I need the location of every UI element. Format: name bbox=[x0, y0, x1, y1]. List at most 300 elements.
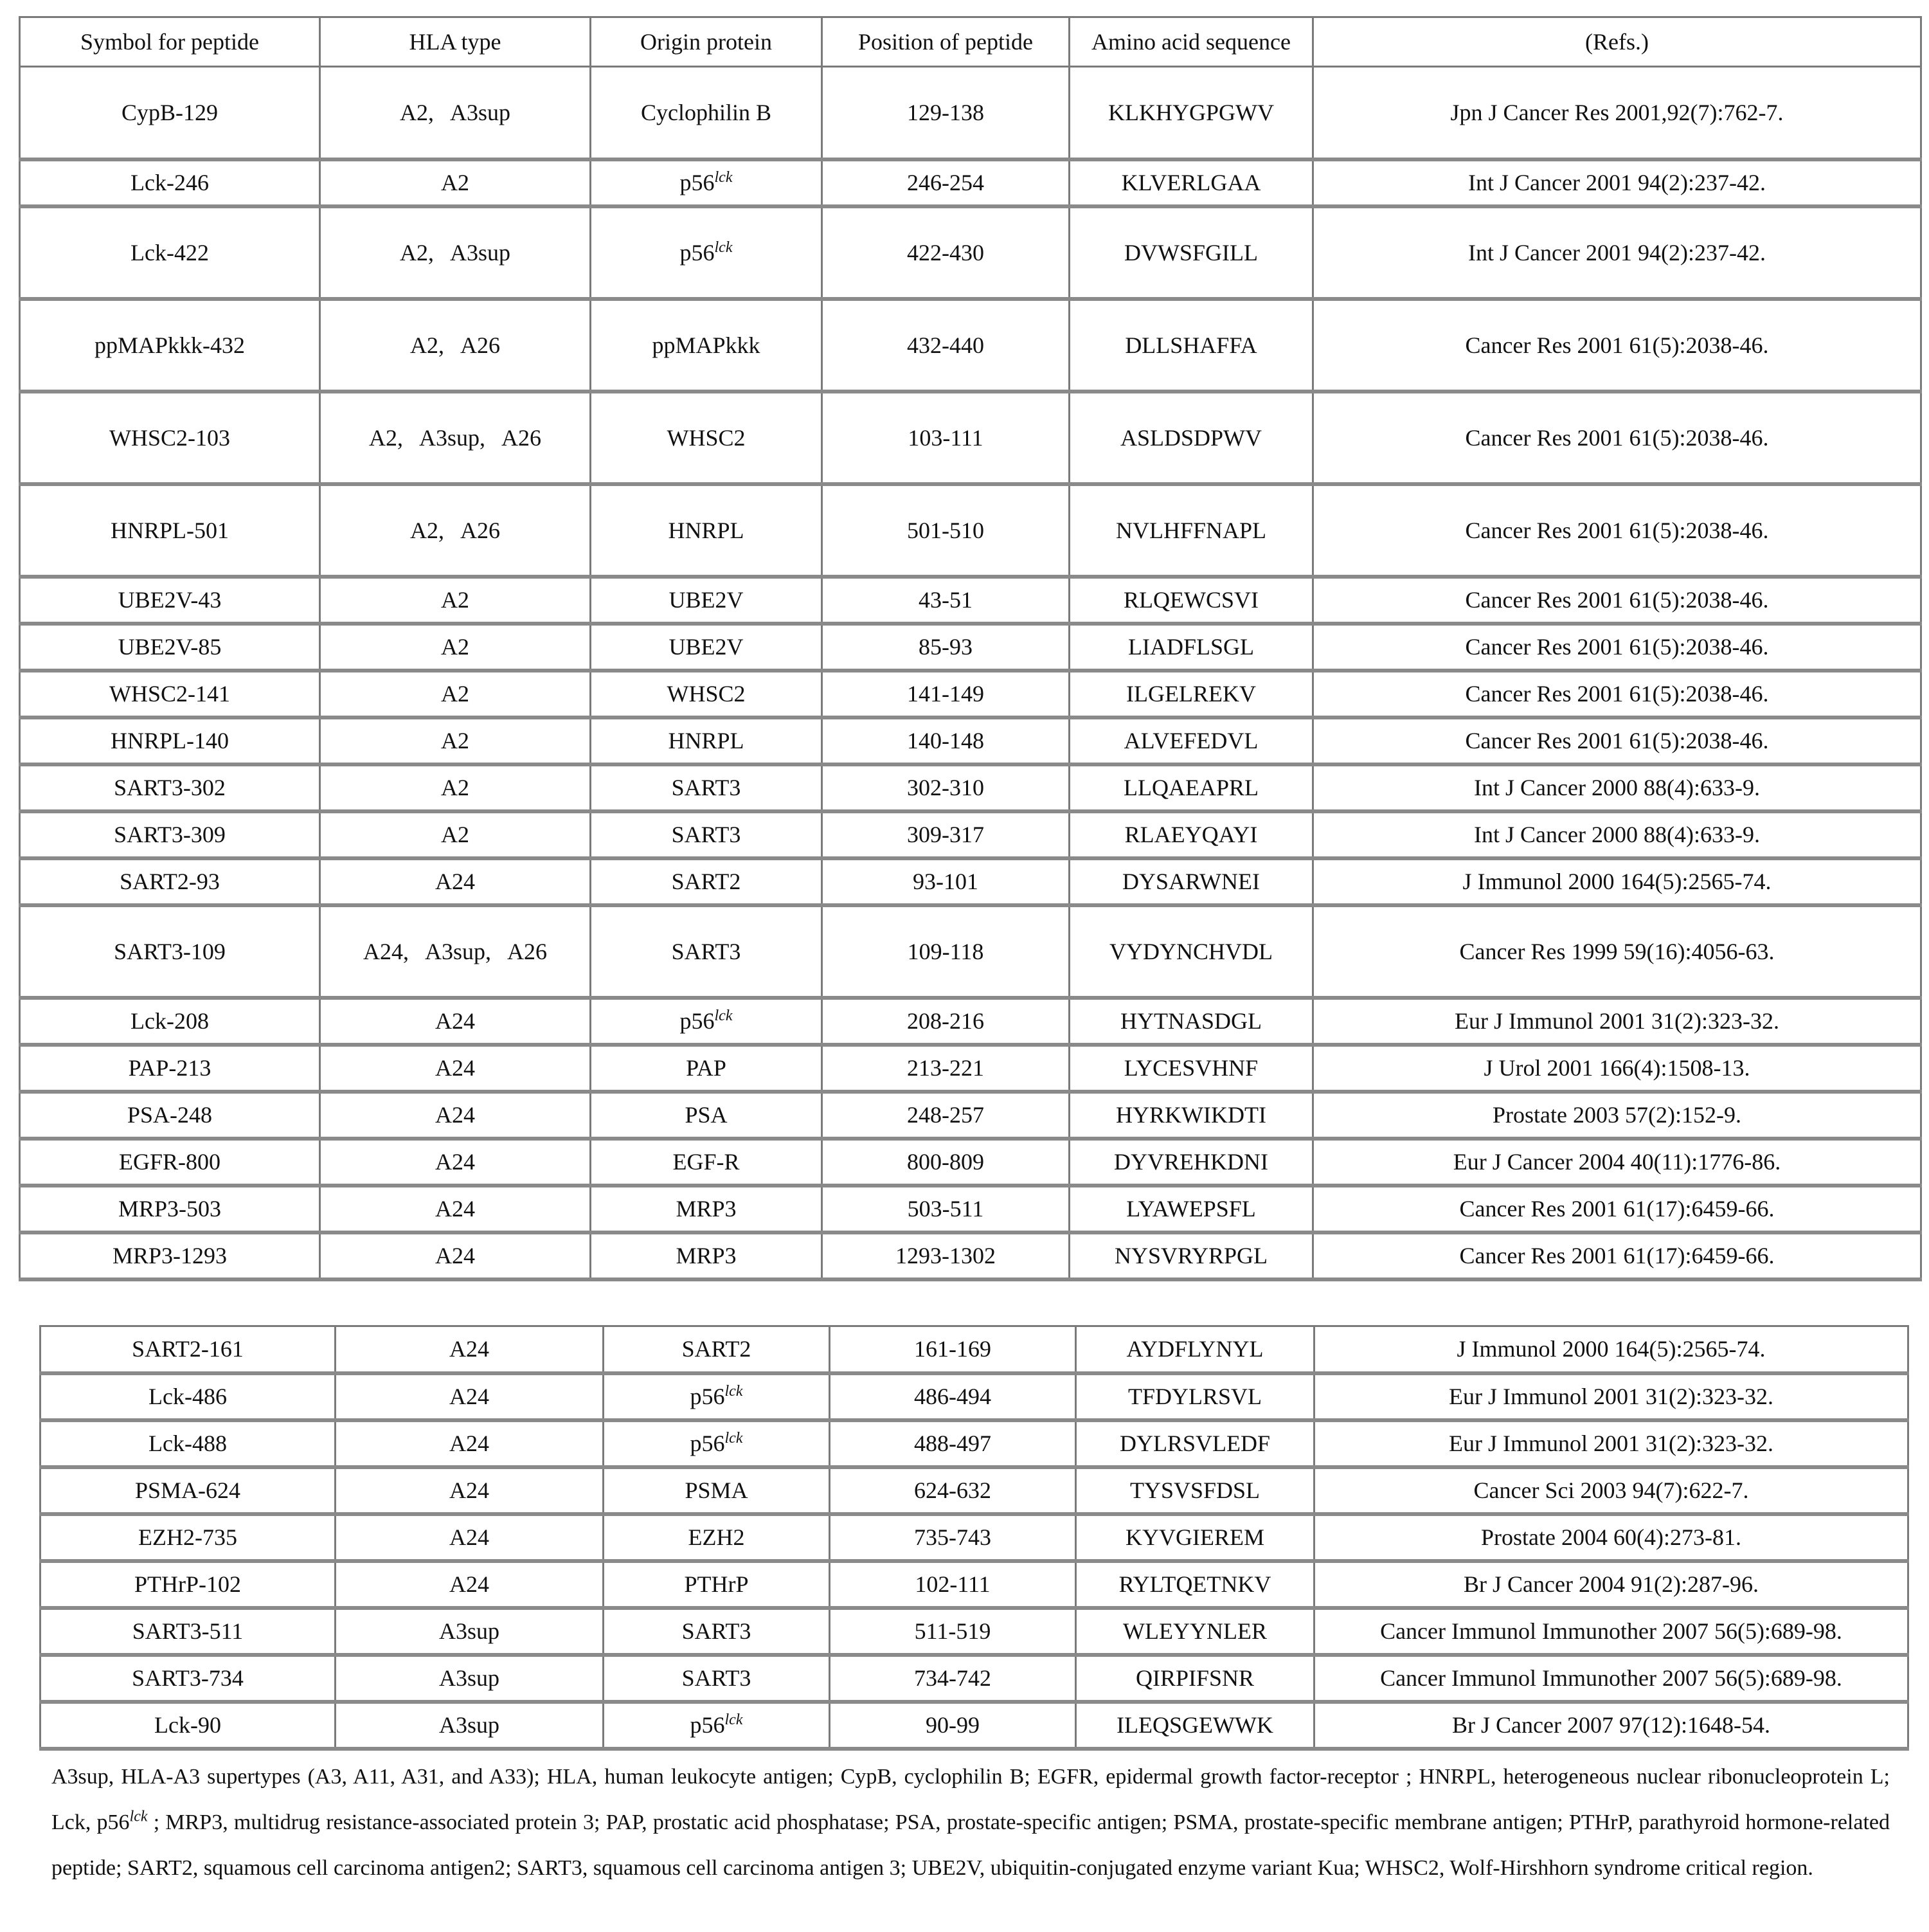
cell-sequence-text: ILEQSGEWWK bbox=[1117, 1712, 1273, 1738]
cell-symbol-text: MRP3-1293 bbox=[112, 1243, 228, 1268]
cell-position-text: 140-148 bbox=[907, 728, 984, 754]
table-row bbox=[40, 1561, 1908, 1608]
table-row bbox=[40, 1467, 1908, 1514]
protein-superscript: lck bbox=[724, 1383, 743, 1400]
cell-position-text: 90-99 bbox=[926, 1712, 980, 1738]
cell-position-text: 93-101 bbox=[913, 869, 978, 894]
cell-sequence bbox=[1070, 206, 1313, 299]
cell-ref bbox=[1314, 1326, 1908, 1373]
cell-hla-type-text: A2 bbox=[441, 728, 469, 754]
cell-hla-type bbox=[320, 671, 591, 718]
cell-position bbox=[822, 998, 1070, 1045]
protein-superscript: lck bbox=[714, 169, 733, 186]
cell-origin-protein bbox=[591, 718, 822, 764]
cell-position-text: 161-169 bbox=[914, 1336, 991, 1362]
cell-ref-text: Cancer Immunol Immunother 2007 56(5):689-98. bbox=[1380, 1665, 1842, 1691]
cell-sequence-text: RLQEWCSVI bbox=[1124, 587, 1259, 613]
cell-sequence-text: AYDFLYNYL bbox=[1126, 1336, 1264, 1362]
cell-origin-protein bbox=[604, 1420, 830, 1467]
cell-sequence bbox=[1070, 671, 1313, 718]
header-origin-protein: Origin protein bbox=[591, 17, 822, 67]
cell-position bbox=[830, 1561, 1076, 1608]
cell-position bbox=[822, 1232, 1070, 1279]
cell-ref bbox=[1313, 858, 1921, 905]
cell-hla-type bbox=[336, 1702, 604, 1749]
cell-ref bbox=[1313, 1045, 1921, 1092]
cell-ref bbox=[1313, 1186, 1921, 1232]
cell-symbol-text: Lck-208 bbox=[130, 1008, 209, 1034]
peptide-table-part2 bbox=[39, 1325, 1909, 1751]
cell-symbol bbox=[40, 1326, 336, 1373]
table-row bbox=[20, 392, 1921, 484]
cell-hla-type bbox=[320, 998, 591, 1045]
footnote-text-b: ; MRP3, multidrug resistance-associated protein 3; PAP, prostatic acid phosphatase; PSA, prostate-specific antigen; PSMA, prostate-specific membrane antigen; PTHrP, parathyroid hormone-related peptide; SART2, squamous cell carcinoma antigen2; SART3, squamous cell carcinoma antigen 3; UBE2V, ubiquitin-conjugated enzyme variant Kua; WHSC2, Wolf-Hirshhorn syndrome critical region. bbox=[51, 1810, 1890, 1880]
table-row bbox=[20, 299, 1921, 392]
cell-origin-protein-text: UBE2V bbox=[668, 587, 744, 613]
cell-hla-type bbox=[336, 1608, 604, 1655]
cell-ref bbox=[1313, 905, 1921, 998]
cell-symbol-text: ppMAPkkk-432 bbox=[94, 332, 246, 358]
cell-origin-protein bbox=[591, 858, 822, 905]
cell-ref bbox=[1313, 1139, 1921, 1186]
cell-symbol-text: Lck-488 bbox=[148, 1431, 227, 1456]
cell-origin-protein bbox=[591, 1092, 822, 1139]
cell-hla-type bbox=[320, 1092, 591, 1139]
protein-superscript: lck bbox=[714, 1007, 733, 1024]
cell-position bbox=[822, 811, 1070, 858]
cell-position-text: 800-809 bbox=[907, 1149, 984, 1175]
cell-hla-type-text: A24 bbox=[435, 1149, 475, 1175]
cell-ref-text: Eur J Cancer 2004 40(11):1776-86. bbox=[1453, 1149, 1781, 1175]
cell-sequence-text: ALVEFEDVL bbox=[1124, 728, 1259, 754]
cell-sequence bbox=[1070, 1186, 1313, 1232]
cell-ref-text: Br J Cancer 2004 91(2):287-96. bbox=[1464, 1571, 1759, 1597]
cell-position-text: 208-216 bbox=[907, 1008, 984, 1034]
cell-position-text: 432-440 bbox=[907, 332, 984, 358]
cell-position bbox=[822, 718, 1070, 764]
cell-origin-protein bbox=[604, 1373, 830, 1420]
cell-origin-protein-text: WHSC2 bbox=[667, 424, 746, 451]
cell-origin-protein-text: PSA bbox=[685, 1102, 728, 1128]
cell-sequence-text: LLQAEAPRL bbox=[1124, 775, 1259, 800]
table-row bbox=[40, 1420, 1908, 1467]
cell-hla-type bbox=[320, 159, 591, 206]
cell-ref-text: Cancer Res 2001 61(5):2038-46. bbox=[1465, 681, 1769, 707]
header-sequence: Amino acid sequence bbox=[1070, 17, 1313, 67]
table-row bbox=[20, 159, 1921, 206]
cell-sequence bbox=[1076, 1608, 1314, 1655]
table-row bbox=[40, 1702, 1908, 1749]
cell-sequence-text: RYLTQETNKV bbox=[1118, 1571, 1271, 1597]
cell-hla-type bbox=[320, 67, 591, 159]
table-footnote bbox=[51, 1754, 1890, 1891]
cell-hla-type bbox=[336, 1373, 604, 1420]
cell-symbol bbox=[20, 1232, 320, 1279]
cell-hla-type bbox=[336, 1420, 604, 1467]
cell-sequence-text: NYSVRYRPGL bbox=[1114, 1243, 1268, 1268]
header-refs: (Refs.) bbox=[1313, 17, 1921, 67]
cell-position-text: 734-742 bbox=[914, 1665, 991, 1691]
cell-symbol bbox=[20, 159, 320, 206]
cell-position-text: 503-511 bbox=[907, 1196, 984, 1222]
cell-ref bbox=[1313, 392, 1921, 484]
cell-symbol bbox=[20, 577, 320, 624]
cell-origin-protein bbox=[591, 1186, 822, 1232]
cell-origin-protein bbox=[591, 577, 822, 624]
cell-hla-type-text: A24 bbox=[449, 1336, 489, 1362]
cell-position-text: 85-93 bbox=[919, 634, 973, 660]
header-hla-type: HLA type bbox=[320, 17, 591, 67]
cell-ref bbox=[1313, 299, 1921, 392]
cell-ref bbox=[1313, 998, 1921, 1045]
cell-sequence bbox=[1076, 1420, 1314, 1467]
cell-ref bbox=[1313, 484, 1921, 577]
cell-symbol-text: PTHrP-102 bbox=[134, 1571, 241, 1597]
cell-sequence bbox=[1070, 392, 1313, 484]
header-row bbox=[20, 17, 1921, 67]
table-row bbox=[40, 1373, 1908, 1420]
cell-symbol-text: WHSC2-141 bbox=[109, 681, 230, 707]
cell-origin-protein-text: p56 bbox=[679, 239, 715, 266]
cell-symbol bbox=[20, 206, 320, 299]
cell-symbol bbox=[40, 1608, 336, 1655]
cell-hla-type-text: A24 bbox=[449, 1524, 489, 1550]
table-row bbox=[20, 998, 1921, 1045]
cell-hla-type bbox=[336, 1326, 604, 1373]
cell-symbol-text: HNRPL-501 bbox=[110, 517, 229, 543]
cell-symbol bbox=[40, 1467, 336, 1514]
header-position: Position of peptide bbox=[822, 17, 1070, 67]
cell-hla-type bbox=[320, 811, 591, 858]
cell-sequence bbox=[1076, 1373, 1314, 1420]
header-symbol: Symbol for peptide bbox=[20, 17, 320, 67]
cell-hla-type bbox=[320, 206, 591, 299]
cell-sequence-text: RLAEYQAYI bbox=[1124, 822, 1258, 847]
cell-symbol bbox=[40, 1420, 336, 1467]
cell-hla-type bbox=[320, 1186, 591, 1232]
cell-origin-protein bbox=[591, 811, 822, 858]
cell-ref-text: Cancer Res 2001 61(5):2038-46. bbox=[1465, 728, 1769, 754]
cell-position-text: 624-632 bbox=[914, 1477, 991, 1503]
cell-origin-protein bbox=[591, 484, 822, 577]
cell-symbol bbox=[20, 1092, 320, 1139]
cell-sequence-text: LYAWEPSFL bbox=[1126, 1196, 1256, 1222]
cell-hla-type bbox=[336, 1467, 604, 1514]
cell-origin-protein-text: EZH2 bbox=[688, 1524, 745, 1550]
cell-sequence bbox=[1070, 998, 1313, 1045]
table-row bbox=[20, 718, 1921, 764]
cell-sequence-text: KLKHYGPGWV bbox=[1108, 99, 1274, 125]
cell-origin-protein-text: ppMAPkkk bbox=[652, 332, 760, 358]
cell-ref-text: Cancer Res 2001 61(5):2038-46. bbox=[1465, 634, 1769, 660]
cell-ref-text: Br J Cancer 2007 97(12):1648-54. bbox=[1452, 1712, 1770, 1738]
cell-ref-text: J Immunol 2000 164(5):2565-74. bbox=[1457, 1336, 1766, 1362]
cell-position-text: 129-138 bbox=[907, 99, 984, 125]
cell-hla-type-text: A2 bbox=[441, 775, 469, 800]
cell-sequence bbox=[1070, 811, 1313, 858]
table-row bbox=[20, 858, 1921, 905]
cell-position-text: 102-111 bbox=[915, 1571, 991, 1597]
cell-position bbox=[822, 1139, 1070, 1186]
cell-hla-type-text: A2, A26 bbox=[409, 332, 500, 358]
cell-symbol bbox=[40, 1373, 336, 1420]
cell-ref-text: Int J Cancer 2001 94(2):237-42. bbox=[1468, 170, 1766, 195]
cell-sequence bbox=[1070, 1045, 1313, 1092]
cell-position bbox=[822, 67, 1070, 159]
cell-position-text: 213-221 bbox=[907, 1055, 984, 1081]
cell-ref-text: Cancer Res 2001 61(5):2038-46. bbox=[1465, 332, 1769, 358]
cell-ref-text: Eur J Immunol 2001 31(2):323-32. bbox=[1455, 1008, 1779, 1034]
cell-symbol bbox=[20, 1139, 320, 1186]
cell-hla-type-text: A2 bbox=[441, 587, 469, 613]
cell-hla-type-text: A24 bbox=[435, 869, 475, 894]
cell-ref bbox=[1313, 671, 1921, 718]
cell-symbol-text: SART2-93 bbox=[120, 869, 220, 894]
cell-origin-protein bbox=[591, 392, 822, 484]
cell-origin-protein-text: PSMA bbox=[685, 1477, 748, 1503]
cell-hla-type bbox=[320, 1045, 591, 1092]
cell-sequence-text: DLLSHAFFA bbox=[1125, 332, 1257, 358]
cell-position bbox=[822, 484, 1070, 577]
cell-sequence bbox=[1070, 1139, 1313, 1186]
cell-hla-type-text: A2, A3sup, A26 bbox=[368, 424, 542, 451]
cell-ref-text: Cancer Sci 2003 94(7):622-7. bbox=[1473, 1477, 1749, 1503]
cell-ref-text: Prostate 2004 60(4):273-81. bbox=[1481, 1524, 1741, 1550]
cell-origin-protein bbox=[604, 1655, 830, 1702]
cell-origin-protein-text: PTHrP bbox=[684, 1571, 749, 1597]
table-row bbox=[20, 484, 1921, 577]
cell-origin-protein bbox=[591, 671, 822, 718]
cell-ref-text: J Immunol 2000 164(5):2565-74. bbox=[1462, 869, 1772, 894]
cell-ref bbox=[1313, 718, 1921, 764]
cell-position-text: 43-51 bbox=[919, 587, 973, 613]
table-row bbox=[20, 577, 1921, 624]
cell-symbol bbox=[20, 858, 320, 905]
cell-origin-protein-text: SART3 bbox=[671, 775, 741, 800]
cell-sequence-text: DVWSFGILL bbox=[1124, 239, 1258, 266]
cell-ref-text: Prostate 2003 57(2):152-9. bbox=[1493, 1102, 1741, 1128]
cell-position bbox=[822, 624, 1070, 671]
cell-symbol-text: Lck-90 bbox=[154, 1712, 221, 1738]
cell-position-text: 1293-1302 bbox=[895, 1243, 996, 1268]
cell-ref bbox=[1314, 1702, 1908, 1749]
cell-ref bbox=[1313, 1232, 1921, 1279]
cell-position bbox=[830, 1514, 1076, 1561]
cell-position bbox=[822, 206, 1070, 299]
cell-origin-protein bbox=[591, 1232, 822, 1279]
cell-hla-type-text: A3sup bbox=[438, 1618, 499, 1644]
cell-symbol-text: PSMA-624 bbox=[134, 1477, 241, 1503]
cell-sequence bbox=[1076, 1467, 1314, 1514]
table-row bbox=[20, 1045, 1921, 1092]
cell-hla-type-text: A24, A3sup, A26 bbox=[363, 938, 548, 964]
cell-ref bbox=[1313, 811, 1921, 858]
cell-position bbox=[822, 905, 1070, 998]
cell-symbol bbox=[20, 905, 320, 998]
cell-origin-protein-text: p56 bbox=[679, 170, 715, 195]
cell-position bbox=[822, 858, 1070, 905]
cell-hla-type bbox=[320, 1232, 591, 1279]
protein-superscript: lck bbox=[724, 1430, 743, 1447]
cell-hla-type-text: A24 bbox=[435, 1196, 475, 1222]
cell-sequence-text: DYSARWNEI bbox=[1122, 869, 1260, 894]
cell-ref bbox=[1313, 577, 1921, 624]
cell-symbol bbox=[20, 624, 320, 671]
cell-symbol-text: EZH2-735 bbox=[138, 1524, 237, 1550]
cell-ref-text: Cancer Res 1999 59(16):4056-63. bbox=[1459, 938, 1775, 964]
cell-ref-text: Eur J Immunol 2001 31(2):323-32. bbox=[1449, 1431, 1773, 1456]
cell-hla-type-text: A24 bbox=[435, 1008, 475, 1034]
cell-sequence bbox=[1070, 299, 1313, 392]
cell-sequence bbox=[1076, 1702, 1314, 1749]
cell-origin-protein-text: p56 bbox=[690, 1431, 725, 1456]
cell-origin-protein-text: PAP bbox=[686, 1055, 726, 1081]
table-row bbox=[20, 671, 1921, 718]
cell-sequence bbox=[1070, 905, 1313, 998]
cell-ref bbox=[1313, 159, 1921, 206]
protein-superscript: lck bbox=[724, 1711, 743, 1728]
cell-position bbox=[830, 1702, 1076, 1749]
footnote-text-a: A3sup, HLA-A3 supertypes (A3, A11, A31, and A33); HLA, human leukocyte antigen; CypB, cyclophilin B; EGFR, epidermal growth factor-receptor ; HNRPL, heterogeneous nuclear ribonucleoprotein L; Lck, p56 bbox=[51, 1765, 1890, 1834]
cell-position-text: 501-510 bbox=[907, 517, 984, 543]
cell-symbol-text: HNRPL-140 bbox=[110, 728, 229, 754]
cell-position bbox=[822, 1045, 1070, 1092]
cell-position bbox=[822, 577, 1070, 624]
cell-symbol-text: Lck-486 bbox=[148, 1384, 227, 1409]
cell-origin-protein bbox=[591, 67, 822, 159]
cell-position-text: 422-430 bbox=[907, 239, 984, 266]
cell-sequence-text: TFDYLRSVL bbox=[1127, 1384, 1262, 1409]
cell-position bbox=[822, 159, 1070, 206]
cell-sequence bbox=[1070, 1232, 1313, 1279]
cell-position bbox=[822, 764, 1070, 811]
cell-hla-type bbox=[320, 299, 591, 392]
cell-sequence bbox=[1070, 624, 1313, 671]
cell-hla-type-text: A24 bbox=[435, 1102, 475, 1128]
cell-ref-text: Cancer Res 2001 61(5):2038-46. bbox=[1465, 517, 1769, 543]
cell-ref-text: Cancer Res 2001 61(5):2038-46. bbox=[1465, 587, 1769, 613]
cell-sequence-text: LYCESVHNF bbox=[1124, 1055, 1259, 1081]
cell-ref-text: Int J Cancer 2000 88(4):633-9. bbox=[1474, 822, 1760, 847]
cell-ref-text: J Urol 2001 166(4):1508-13. bbox=[1484, 1055, 1750, 1081]
cell-symbol bbox=[20, 671, 320, 718]
cell-symbol bbox=[20, 67, 320, 159]
cell-symbol-text: WHSC2-103 bbox=[109, 424, 230, 451]
cell-symbol-text: SART3-309 bbox=[114, 822, 226, 847]
cell-origin-protein-text: SART3 bbox=[671, 938, 741, 964]
cell-hla-type bbox=[336, 1514, 604, 1561]
cell-hla-type-text: A24 bbox=[449, 1384, 489, 1409]
cell-sequence bbox=[1076, 1326, 1314, 1373]
cell-ref bbox=[1314, 1373, 1908, 1420]
cell-sequence-text: DYVREHKDNI bbox=[1114, 1149, 1268, 1175]
cell-symbol-text: PSA-248 bbox=[127, 1102, 213, 1128]
cell-hla-type-text: A3sup bbox=[438, 1712, 499, 1738]
cell-sequence-text: KYVGIEREM bbox=[1126, 1524, 1264, 1550]
cell-origin-protein bbox=[591, 159, 822, 206]
cell-sequence bbox=[1070, 1092, 1313, 1139]
cell-symbol bbox=[40, 1514, 336, 1561]
cell-ref-text: Jpn J Cancer Res 2001,92(7):762-7. bbox=[1450, 99, 1784, 125]
cell-position-text: 248-257 bbox=[907, 1102, 984, 1128]
cell-sequence bbox=[1070, 159, 1313, 206]
cell-hla-type-text: A24 bbox=[435, 1055, 475, 1081]
cell-ref bbox=[1314, 1561, 1908, 1608]
cell-sequence-text: QIRPIFSNR bbox=[1135, 1665, 1255, 1691]
cell-position bbox=[830, 1655, 1076, 1702]
cell-ref bbox=[1313, 67, 1921, 159]
cell-symbol-text: SART3-109 bbox=[114, 938, 226, 964]
table-row bbox=[40, 1514, 1908, 1561]
cell-ref bbox=[1313, 206, 1921, 299]
cell-position bbox=[830, 1467, 1076, 1514]
cell-hla-type-text: A24 bbox=[449, 1571, 489, 1597]
cell-symbol-text: MRP3-503 bbox=[118, 1196, 222, 1222]
cell-position-text: 302-310 bbox=[907, 775, 984, 800]
cell-origin-protein-text: SART3 bbox=[681, 1618, 751, 1644]
cell-symbol bbox=[20, 392, 320, 484]
cell-position bbox=[830, 1608, 1076, 1655]
cell-position bbox=[830, 1420, 1076, 1467]
cell-symbol bbox=[20, 811, 320, 858]
cell-position-text: 309-317 bbox=[907, 822, 984, 847]
table-row bbox=[20, 1092, 1921, 1139]
cell-origin-protein bbox=[591, 998, 822, 1045]
cell-origin-protein-text: SART2 bbox=[671, 869, 741, 894]
cell-sequence-text: LIADFLSGL bbox=[1128, 634, 1254, 660]
cell-sequence-text: HYTNASDGL bbox=[1120, 1008, 1262, 1034]
cell-ref bbox=[1314, 1514, 1908, 1561]
cell-origin-protein-text: Cyclophilin B bbox=[640, 99, 771, 125]
cell-ref bbox=[1314, 1467, 1908, 1514]
cell-ref bbox=[1313, 1092, 1921, 1139]
footnote-superscript: lck bbox=[129, 1808, 148, 1825]
cell-ref-text: Cancer Res 2001 61(17):6459-66. bbox=[1459, 1196, 1775, 1222]
cell-origin-protein-text: p56 bbox=[679, 1008, 715, 1034]
cell-hla-type-text: A2 bbox=[441, 681, 469, 707]
cell-position-text: 109-118 bbox=[907, 938, 984, 964]
cell-hla-type bbox=[320, 392, 591, 484]
cell-sequence bbox=[1070, 858, 1313, 905]
cell-sequence bbox=[1076, 1655, 1314, 1702]
table-row bbox=[40, 1608, 1908, 1655]
cell-symbol-text: Lck-422 bbox=[130, 239, 209, 266]
cell-origin-protein-text: SART2 bbox=[681, 1336, 751, 1362]
cell-origin-protein bbox=[604, 1467, 830, 1514]
cell-symbol-text: Lck-246 bbox=[130, 170, 209, 195]
cell-sequence bbox=[1076, 1514, 1314, 1561]
cell-position bbox=[822, 1092, 1070, 1139]
cell-ref bbox=[1314, 1420, 1908, 1467]
cell-symbol bbox=[40, 1702, 336, 1749]
cell-position-text: 141-149 bbox=[907, 681, 984, 707]
cell-origin-protein-text: p56 bbox=[690, 1712, 725, 1738]
table-row bbox=[20, 624, 1921, 671]
cell-symbol-text: CypB-129 bbox=[121, 99, 218, 125]
cell-hla-type-text: A2 bbox=[441, 170, 469, 195]
cell-symbol-text: SART2-161 bbox=[132, 1336, 244, 1362]
cell-hla-type-text: A24 bbox=[449, 1431, 489, 1456]
cell-ref-text: Cancer Res 2001 61(5):2038-46. bbox=[1465, 424, 1769, 451]
cell-origin-protein-text: SART3 bbox=[671, 822, 741, 847]
cell-position bbox=[830, 1373, 1076, 1420]
cell-origin-protein bbox=[591, 764, 822, 811]
cell-origin-protein bbox=[591, 1139, 822, 1186]
cell-sequence-text: HYRKWIKDTI bbox=[1116, 1102, 1266, 1128]
cell-symbol bbox=[20, 998, 320, 1045]
cell-symbol bbox=[20, 1186, 320, 1232]
cell-sequence bbox=[1070, 577, 1313, 624]
